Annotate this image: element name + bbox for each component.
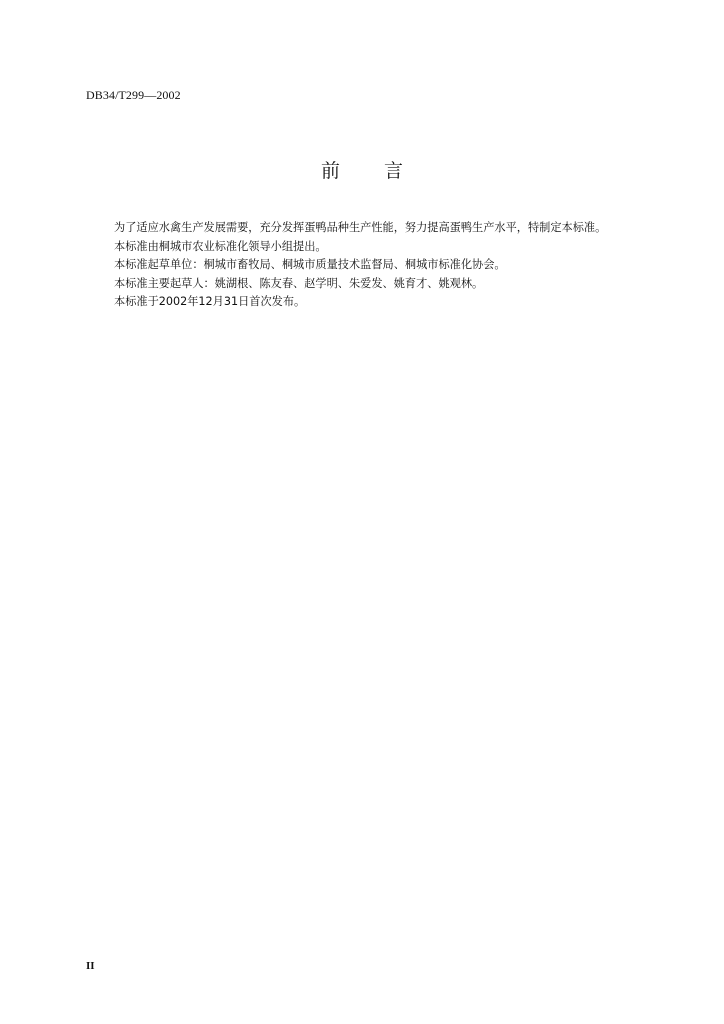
title-char-2: 言 [384, 160, 404, 182]
foreword-body [114, 219, 674, 312]
foreword-paragraph: 本标准起草单位：桐城市畜牧局、桐城市质量技术监督局、桐城市标准化协会。 [114, 258, 506, 271]
foreword-paragraph: 为了适应水禽生产发展需要，充分发挥蛋鸭品种生产性能，努力提高蛋鸭生产水平，特制定本标准。 [114, 221, 607, 234]
foreword-paragraph: 本标准由桐城市农业标准化领导小组提出。 [114, 239, 327, 253]
foreword-title [0, 156, 724, 183]
document-code: DB34/T299—2002 [86, 88, 181, 102]
title-char-1: 前 [320, 160, 340, 182]
foreword-paragraph: 本标准主要起草人：姚湖根、陈友春、赵学明、朱爱发、姚育才、姚观林。 [114, 276, 484, 290]
page-number: II [86, 960, 95, 972]
foreword-paragraph: 本标准于2002年12月31日首次发布。 [114, 295, 306, 308]
